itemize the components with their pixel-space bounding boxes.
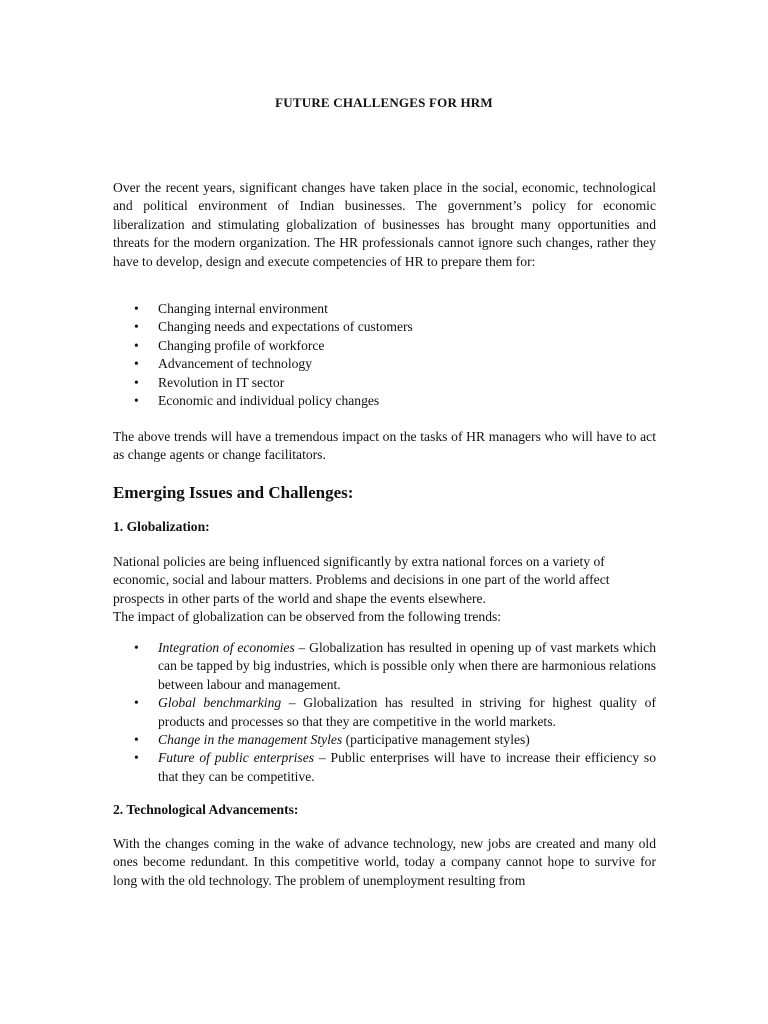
globalization-paragraph: National policies are being influenced significantly by extra national forces on a variety of economic, social and labour matters. Problems and decisions in one part of the world affect prospects in other parts of the world and shape the events elsewhere. (113, 554, 610, 606)
list-item-desc: – Globalization has resulted in opening up of vast markets which can be tapped by big industries, which is possible only when there are harmonious relations between labour and management. (158, 640, 656, 692)
intro-paragraph-block (113, 179, 656, 271)
bullet-icon: • (134, 319, 139, 335)
list-item (113, 749, 656, 786)
globalization-trends-list (113, 639, 656, 786)
list-item: • Revolution in IT sector (113, 374, 656, 392)
list-item-desc: – Public enterprises will have to increase their efficiency so that they can be competitive. (158, 750, 656, 784)
emerging-heading-block (113, 482, 656, 504)
bullet-icon: • (134, 356, 139, 372)
trends-impact-block (113, 428, 656, 465)
bullet-icon: • (134, 337, 139, 353)
list-item: • Advancement of technology (113, 355, 656, 373)
bullet-icon: • (134, 732, 139, 748)
intro-paragraph: Over the recent years, significant changes have taken place in the social, economic, technological and political environment of Indian businesses. The government’s policy for economic liberalization and stimulating globalization of businesses has brought many opportunities and threats for the modern organization. The HR professionals cannot ignore such changes, rather they have to develop, design and execute competencies of HR to prepare them for: (113, 180, 656, 269)
technology-heading: 2. Technological Advancements: (113, 802, 299, 817)
trends-list (113, 300, 656, 410)
bullet-icon: • (134, 750, 139, 766)
list-item: • Changing internal environment (113, 300, 656, 318)
globalization-trends-intro: The impact of globalization can be observed from the following trends: (113, 609, 502, 625)
list-item-term: Change in the management Styles (158, 732, 343, 748)
globalization-list-block (113, 639, 656, 786)
list-item (113, 639, 656, 694)
globalization-heading-block (113, 518, 656, 536)
globalization-heading: 1. Globalization: (113, 519, 210, 534)
globalization-paragraph-block (113, 553, 656, 627)
list-item-desc: (participative management styles) (342, 732, 530, 748)
trends-list-block (113, 300, 656, 410)
list-item: • Changing profile of workforce (113, 337, 656, 355)
list-item-term: Global benchmarking (158, 695, 282, 711)
bullet-icon: • (134, 640, 139, 655)
technology-paragraph-block (113, 835, 656, 890)
trends-impact-paragraph: The above trends will have a tremendous impact on the tasks of HR managers who will have to act as change agents or change facilitators. (113, 429, 656, 463)
technology-heading-block (113, 801, 656, 819)
list-item: • Changing needs and expectations of customers (113, 318, 656, 336)
document-title: FUTURE CHALLENGES FOR HRM (275, 95, 493, 110)
list-item: • Economic and individual policy changes (113, 392, 656, 410)
emerging-issues-heading: Emerging Issues and Challenges: (113, 483, 354, 502)
list-item (113, 731, 656, 749)
bullet-icon: • (134, 393, 139, 409)
technology-paragraph: With the changes coming in the wake of advance technology, new jobs are created and many old ones become redundant. In this competitive world, today a company cannot hope to survive for long with the old technology. The problem of unemployment resulting from (113, 836, 656, 888)
bullet-icon: • (134, 301, 139, 316)
bullet-icon: • (134, 695, 139, 711)
list-item (113, 694, 656, 731)
list-item-term: Future of public enterprises (158, 750, 315, 766)
bullet-icon: • (134, 374, 139, 390)
list-item-term: Integration of economies (158, 640, 295, 655)
list-item-desc: – Globalization has resulted in striving for highest quality of products and processes so that they are competitive in the world markets. (158, 695, 656, 729)
